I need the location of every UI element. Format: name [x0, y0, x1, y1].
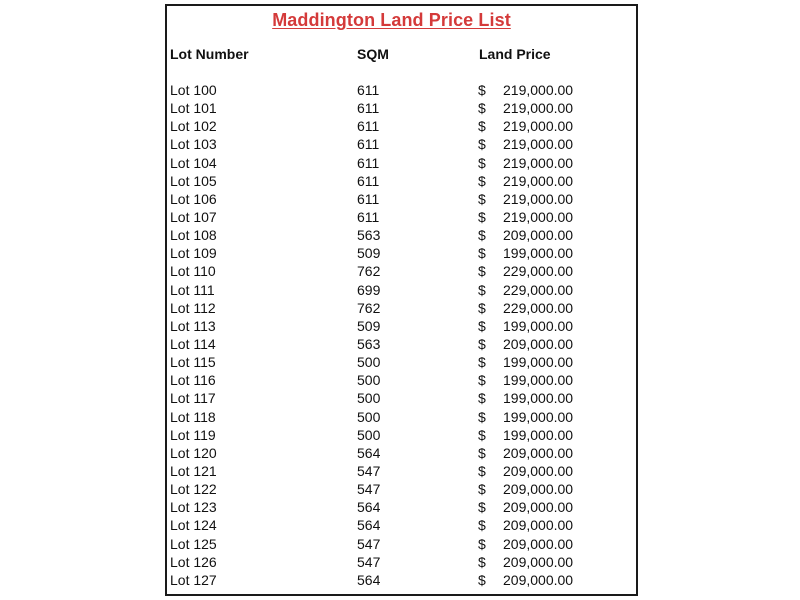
- lot-number-cell: Lot 106: [170, 190, 217, 207]
- table-row: [167, 244, 636, 262]
- table-row: [167, 516, 636, 534]
- land-price-cell: 219,000.00: [503, 82, 574, 98]
- lot-number-cell: Lot 120: [170, 444, 217, 461]
- table-row: [167, 190, 636, 208]
- land-price-cell: 209,000.00: [503, 227, 574, 244]
- currency-symbol: $: [478, 190, 486, 207]
- land-price-cell: 209,000.00: [503, 481, 574, 498]
- table-row: [167, 426, 636, 444]
- table-row: [167, 498, 636, 516]
- sqm-cell: 699: [357, 281, 381, 298]
- currency-symbol: $: [478, 208, 486, 225]
- table-row: [167, 535, 636, 553]
- table-row: [167, 553, 636, 571]
- sqm-cell: 547: [357, 481, 381, 498]
- land-price-cell: 229,000.00: [503, 263, 574, 280]
- table-row: [167, 299, 636, 317]
- sqm-cell: 500: [357, 372, 381, 389]
- currency-symbol: $: [478, 408, 486, 425]
- sqm-cell: 500: [357, 390, 381, 407]
- lot-number-cell: Lot 112: [170, 299, 216, 316]
- land-price-cell: 219,000.00: [503, 172, 574, 189]
- lot-number-cell: Lot 101: [170, 100, 217, 117]
- table-row: [167, 389, 636, 407]
- currency-symbol: $: [478, 82, 486, 98]
- currency-symbol: $: [478, 227, 486, 244]
- land-price-cell: 199,000.00: [503, 408, 574, 425]
- page-title: Maddington Land Price List: [272, 10, 511, 30]
- sqm-cell: 611: [357, 190, 380, 207]
- table-row: [167, 335, 636, 353]
- lot-number-cell: Lot 113: [170, 317, 216, 334]
- currency-symbol: $: [478, 444, 486, 461]
- sqm-cell: 547: [357, 535, 381, 552]
- table-row: [167, 317, 636, 335]
- lot-number-cell: Lot 125: [170, 535, 217, 552]
- currency-symbol: $: [478, 426, 486, 443]
- currency-symbol: $: [478, 281, 486, 298]
- sqm-cell: 611: [357, 172, 380, 189]
- lot-number-cell: Lot 109: [170, 245, 217, 262]
- lot-number-cell: Lot 123: [170, 499, 217, 516]
- land-price-cell: 219,000.00: [503, 136, 574, 153]
- header-lot-number: Lot Number: [170, 46, 249, 62]
- sqm-cell: 509: [357, 317, 381, 334]
- table-header: [167, 46, 636, 66]
- land-price-cell: 219,000.00: [503, 154, 574, 171]
- sqm-cell: 611: [357, 118, 380, 135]
- header-sqm: SQM: [357, 46, 389, 62]
- land-price-cell: 219,000.00: [503, 208, 574, 225]
- land-price-cell: 199,000.00: [503, 372, 574, 389]
- table-row: [167, 99, 636, 117]
- currency-symbol: $: [478, 372, 486, 389]
- land-price-cell: 219,000.00: [503, 100, 574, 117]
- land-price-cell: 199,000.00: [503, 390, 574, 407]
- currency-symbol: $: [478, 100, 486, 117]
- land-price-cell: 209,000.00: [503, 335, 574, 352]
- sqm-cell: 762: [357, 299, 381, 316]
- land-price-cell: 229,000.00: [503, 281, 574, 298]
- currency-symbol: $: [478, 571, 486, 588]
- currency-symbol: $: [478, 118, 486, 135]
- table-row: [167, 81, 636, 99]
- currency-symbol: $: [478, 335, 486, 352]
- table-row: [167, 117, 636, 135]
- price-list-sheet: [165, 4, 638, 596]
- lot-number-cell: Lot 108: [170, 227, 217, 244]
- land-price-cell: 209,000.00: [503, 517, 574, 534]
- table-row: [167, 371, 636, 389]
- currency-symbol: $: [478, 299, 486, 316]
- sqm-cell: 500: [357, 354, 381, 371]
- table-row: [167, 444, 636, 462]
- table-row: [167, 480, 636, 498]
- sqm-cell: 611: [357, 82, 380, 98]
- land-price-cell: 209,000.00: [503, 553, 574, 570]
- sqm-cell: 564: [357, 444, 381, 461]
- sqm-cell: 611: [357, 100, 380, 117]
- land-price-cell: 209,000.00: [503, 444, 574, 461]
- lot-number-cell: Lot 124: [170, 517, 217, 534]
- currency-symbol: $: [478, 317, 486, 334]
- currency-symbol: $: [478, 499, 486, 516]
- lot-number-cell: Lot 100: [170, 82, 217, 98]
- sqm-cell: 611: [357, 136, 380, 153]
- currency-symbol: $: [478, 481, 486, 498]
- currency-symbol: $: [478, 172, 486, 189]
- currency-symbol: $: [478, 462, 486, 479]
- currency-symbol: $: [478, 245, 486, 262]
- land-price-cell: 199,000.00: [503, 245, 574, 262]
- lot-number-cell: Lot 104: [170, 154, 217, 171]
- lot-number-cell: Lot 119: [170, 426, 216, 443]
- land-price-cell: 199,000.00: [503, 354, 574, 371]
- currency-symbol: $: [478, 390, 486, 407]
- lot-number-cell: Lot 114: [170, 335, 216, 352]
- lot-number-cell: Lot 116: [170, 372, 216, 389]
- sqm-cell: 547: [357, 553, 381, 570]
- table-row: [167, 154, 636, 172]
- land-price-cell: 199,000.00: [503, 426, 574, 443]
- table-row: [167, 462, 636, 480]
- table-row: [167, 208, 636, 226]
- sqm-cell: 564: [357, 517, 381, 534]
- lot-number-cell: Lot 118: [170, 408, 216, 425]
- land-price-cell: 219,000.00: [503, 118, 574, 135]
- table-row: [167, 281, 636, 299]
- lot-number-cell: Lot 122: [170, 481, 217, 498]
- land-price-cell: 219,000.00: [503, 190, 574, 207]
- currency-symbol: $: [478, 136, 486, 153]
- sqm-cell: 500: [357, 426, 381, 443]
- header-land-price: Land Price: [479, 46, 551, 62]
- currency-symbol: $: [478, 553, 486, 570]
- land-price-cell: 209,000.00: [503, 499, 574, 516]
- sqm-cell: 563: [357, 335, 381, 352]
- table-row: [167, 135, 636, 153]
- land-price-cell: 199,000.00: [503, 317, 574, 334]
- lot-number-cell: Lot 127: [170, 571, 217, 588]
- sqm-cell: 762: [357, 263, 381, 280]
- currency-symbol: $: [478, 535, 486, 552]
- table-row: [167, 172, 636, 190]
- lot-number-cell: Lot 103: [170, 136, 217, 153]
- sqm-cell: 509: [357, 245, 381, 262]
- lot-number-cell: Lot 121: [170, 462, 217, 479]
- sqm-cell: 611: [357, 154, 380, 171]
- table-row: [167, 353, 636, 371]
- lot-number-cell: Lot 102: [170, 118, 217, 135]
- lot-number-cell: Lot 105: [170, 172, 217, 189]
- sqm-cell: 500: [357, 408, 381, 425]
- price-table-body: [167, 81, 636, 589]
- sqm-cell: 547: [357, 462, 381, 479]
- lot-number-cell: Lot 107: [170, 208, 217, 225]
- table-row: [167, 408, 636, 426]
- land-price-cell: 209,000.00: [503, 535, 574, 552]
- sqm-cell: 564: [357, 571, 381, 588]
- lot-number-cell: Lot 117: [170, 390, 216, 407]
- land-price-cell: 209,000.00: [503, 571, 574, 588]
- sqm-cell: 563: [357, 227, 381, 244]
- currency-symbol: $: [478, 354, 486, 371]
- currency-symbol: $: [478, 263, 486, 280]
- sqm-cell: 564: [357, 499, 381, 516]
- currency-symbol: $: [478, 517, 486, 534]
- table-row: [167, 262, 636, 280]
- land-price-cell: 209,000.00: [503, 462, 574, 479]
- sqm-cell: 611: [357, 208, 380, 225]
- lot-number-cell: Lot 110: [170, 263, 216, 280]
- table-row: [167, 571, 636, 589]
- lot-number-cell: Lot 126: [170, 553, 217, 570]
- table-row: [167, 226, 636, 244]
- lot-number-cell: Lot 111: [170, 281, 215, 298]
- lot-number-cell: Lot 115: [170, 354, 216, 371]
- currency-symbol: $: [478, 154, 486, 171]
- land-price-cell: 229,000.00: [503, 299, 574, 316]
